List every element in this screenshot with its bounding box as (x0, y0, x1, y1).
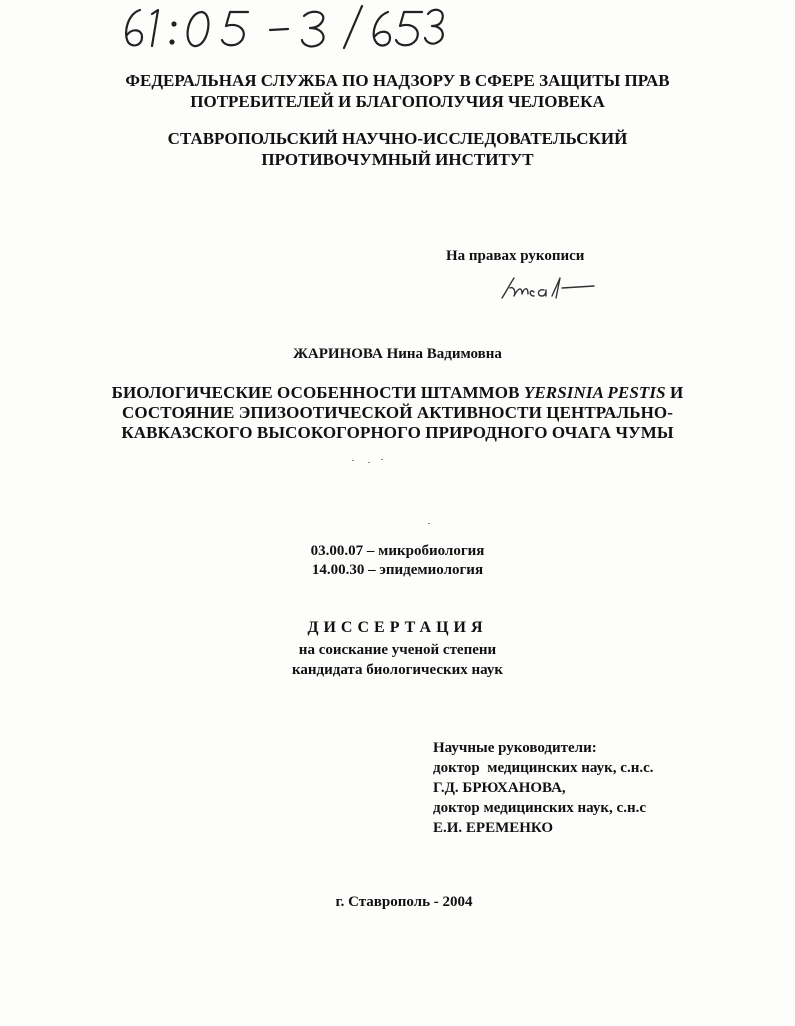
species-name: YERSINIA PESTIS (523, 383, 666, 402)
dissertation-title (0, 383, 795, 443)
organization-line-2: ПОТРЕБИТЕЛЕЙ И БЛАГОПОЛУЧИЯ ЧЕЛОВЕКА (190, 92, 605, 111)
author-name (0, 346, 795, 363)
supervisor-degree: доктор медицинских наук, с.н.с. (433, 760, 654, 776)
institute-line-2: ПРОТИВОЧУМНЫЙ ИНСТИТУТ (261, 150, 534, 169)
title-line-3: КАВКАЗСКОГО ВЫСОКОГОРНОГО ПРИРОДНОГО ОЧАГА ЧУМЫ (121, 423, 674, 442)
supervisors-block (433, 738, 654, 838)
scan-speck (428, 523, 430, 524)
scan-speck (381, 459, 383, 460)
scan-speck (352, 460, 354, 461)
document-type-heading: ДИССЕРТАЦИЯ (307, 619, 488, 636)
title-line-2: СОСТОЯНИЕ ЭПИЗООТИЧЕСКОЙ АКТИВНОСТИ ЦЕНТРАЛЬНО- (121, 403, 673, 422)
organization-name (0, 70, 795, 112)
title-line-1 (0, 383, 795, 403)
handwritten-catalogue-number (118, 2, 448, 52)
organization-line-1: ФЕДЕРАЛЬНАЯ СЛУЖБА ПО НАДЗОРУ В СФЕРЕ ЗАЩИТЫ ПРАВ (125, 71, 670, 90)
author-signature (500, 272, 600, 302)
specialty-code: 03.00.07 – микробиология (310, 543, 485, 559)
supervisor-name: Г.Д. БРЮХАНОВА, (433, 780, 566, 796)
supervisors-heading: Научные руководители: (433, 740, 597, 756)
supervisor-name: Е.И. ЕРЕМЕНКО (433, 820, 554, 836)
author-surname: ЖАРИНОВА (293, 346, 383, 362)
degree-line-2: кандидата биологических наук (291, 662, 504, 678)
specialty-code: 14.00.30 – эпидемиология (311, 562, 484, 578)
institute-name (0, 128, 795, 170)
supervisor-degree: доктор медицинских наук, с.н.с (433, 800, 647, 816)
degree-statement (0, 640, 795, 680)
institute-line-1: СТАВРОПОЛЬСКИЙ НАУЧНО-ИССЛЕДОВАТЕЛЬСКИЙ (167, 129, 628, 148)
place-and-year: г. Ставрополь - 2004 (335, 894, 473, 910)
author-given-names: Нина Вадимовна (386, 346, 502, 362)
specialty-codes (0, 542, 795, 580)
degree-line-1: на соискание ученой степени (298, 642, 497, 658)
manuscript-rights-note: На правах рукописи (446, 248, 585, 264)
title-line-1-end: И (665, 383, 684, 402)
title-line-1-text: БИОЛОГИЧЕСКИЕ ОСОБЕННОСТИ ШТАММОВ (111, 383, 524, 402)
scan-speck (368, 462, 370, 463)
